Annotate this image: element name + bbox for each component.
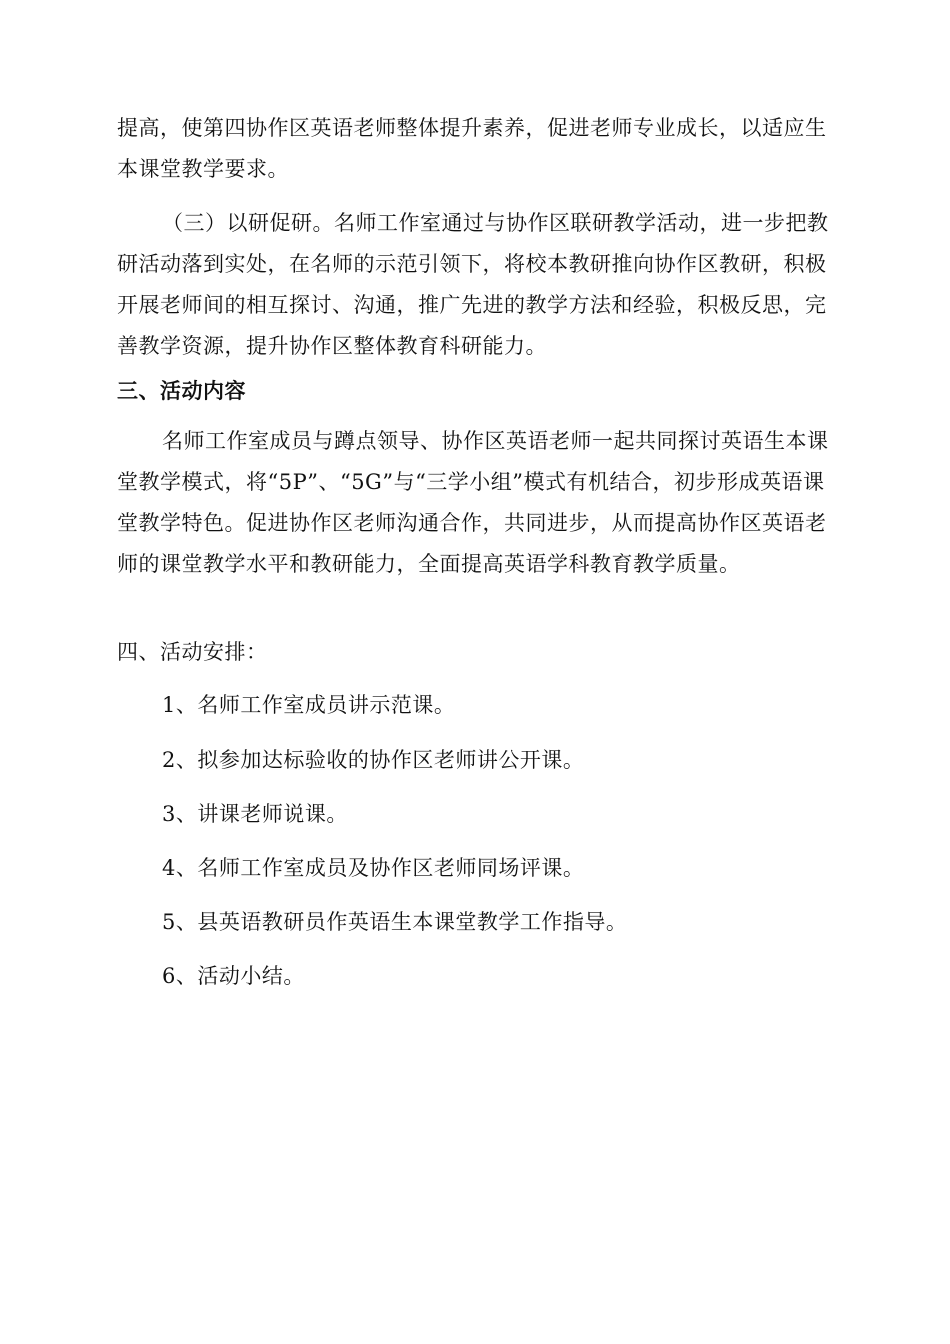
schedule-item: 6、活动小结。 bbox=[162, 964, 305, 988]
section-three-heading: 三、活动内容 bbox=[117, 378, 246, 403]
paragraph-research: （三）以研促研。名师工作室通过与协作区联研教学活动，进一步把教研活动落到实处，在名师的示范引领下，将校本教研推向协作区教研，积极开展老师间的相互探讨、沟通，推广先进的教学方法和经验，积极反思，完善教学资源，提升协作区整体教育科研能力。 bbox=[117, 211, 829, 358]
schedule-item: 1、名师工作室成员讲示范课。 bbox=[162, 693, 456, 717]
section-three-body: 名师工作室成员与蹲点领导、协作区英语老师一起共同探讨英语生本课堂教学模式，将“5P”、“5G”与“三学小组”模式有机结合，初步形成英语课堂教学特色。促进协作区老师沟通合作，共同进步，从而提高协作区英语老师的课堂教学水平和教研能力，全面提高英语学科教育教学质量。 bbox=[117, 429, 829, 576]
section-four-heading: 四、活动安排： bbox=[117, 640, 268, 664]
schedule-item: 4、名师工作室成员及协作区老师同场评课。 bbox=[162, 856, 585, 880]
schedule-item: 2、拟参加达标验收的协作区老师讲公开课。 bbox=[162, 748, 585, 772]
schedule-item: 5、县英语教研员作英语生本课堂教学工作指导。 bbox=[162, 910, 628, 934]
paragraph-continuation: 提高，使第四协作区英语老师整体提升素养，促进老师专业成长，以适应生本课堂教学要求。 bbox=[117, 116, 827, 181]
schedule-item: 3、讲课老师说课。 bbox=[162, 802, 348, 826]
